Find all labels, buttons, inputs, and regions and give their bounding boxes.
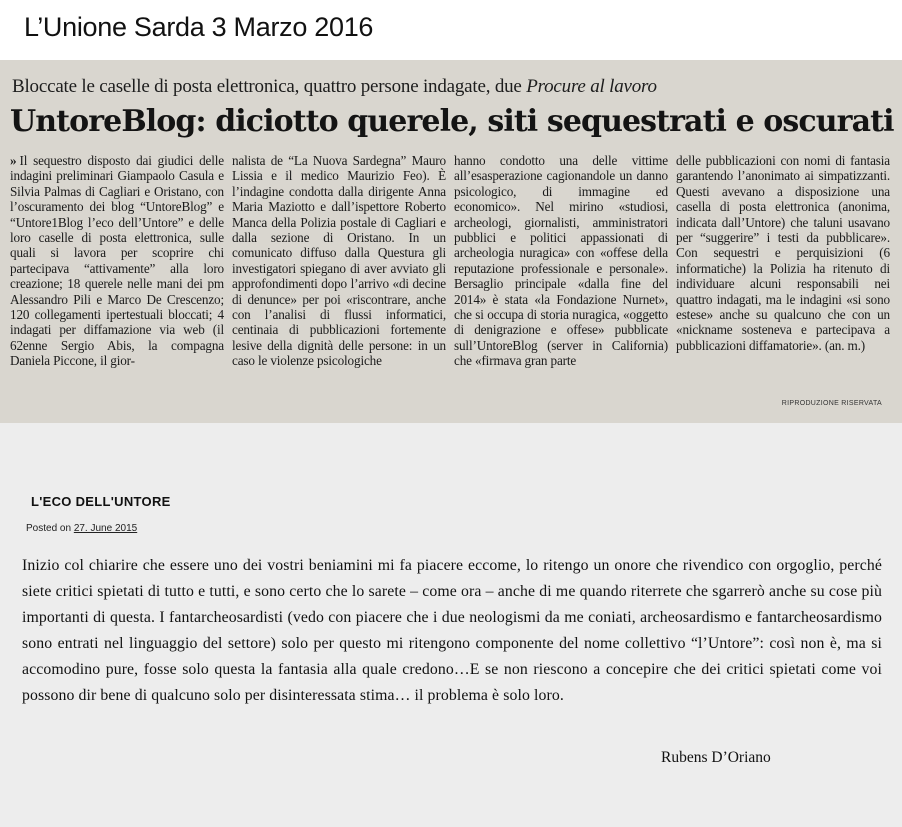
reproduction-credit: RIPRODUZIONE RISERVATA bbox=[781, 400, 882, 407]
article-column-2: nalista de “La Nuova Sardegna” Mauro Lissia e il medico Maurizio Feo). È l’indagine condotta dalla dirigente Anna Maria Maziotto e dall’ispettore Roberto Manca della Polizia postale di Cagliari e dalla sezione di Oristano. In un comunicato diffuso dalla Questura gli investigatori spiegano di aver avviato gli approfondimenti dopo l’arrivo «di decine di denunce» per poi «riscontrare, anche con l’analisi di flussi informatici, centinaia di pubblicazioni fortemente lesive della dignità delle persone: in un caso le violenze psicologiche bbox=[232, 153, 446, 369]
post-date-link[interactable]: 27. June 2015 bbox=[73, 523, 138, 534]
kicker-text: Bloccate le caselle di posta elettronica, quattro persone indagate, due bbox=[12, 76, 527, 97]
page-header bbox=[0, 0, 902, 60]
article-column-3: hanno condotto una delle vittime all’esasperazione cagionandole un danno psicologico, di immagine ed economico». Nel mirino «studiosi, archeologi, giornalisti, amministratori pubblici e politici appassionati di archeologia nuragica» con «offese della reputazione professionale e personale». Bersaglio principale «dalla fine del 2014» è stata «la Fondazione Nurnet», che si occupa di storia nuragica, «oggetto di denigrazione e offese» pubblicate sull’UntoreBlog (server in California) che «firmava gran parte bbox=[454, 153, 668, 369]
post-title: L'ECO DELL'UNTORE bbox=[31, 494, 171, 509]
post-meta bbox=[26, 523, 137, 534]
arrow-marker-icon: » bbox=[10, 153, 17, 168]
page-title: L’Unione Sarda 3 Marzo 2016 bbox=[24, 12, 374, 42]
posted-on-label: Posted on bbox=[26, 523, 74, 534]
clipping-kicker bbox=[12, 76, 892, 98]
newspaper-clipping bbox=[0, 60, 902, 423]
kicker-italic-text: Procure al lavoro bbox=[526, 76, 657, 97]
column-1-text: Il sequestro disposto dai giudici delle indagini preliminari Giampaolo Casula e Silvia Palmas di Cagliari e Oristano, con l’oscuramento dei blog “UntoreBlog” e “Untore1Blog l’eco dell’Untore” e delle loro caselle di posta elettronica, sulle quali si lavora per scoprire chi partecipava “attivamente” alla loro creazione; 18 querele nelle mani dei pm Alessandro Pili e Marco De Crescenzo; 120 collegamenti ipertestuali bloccati; 4 indagati per diffamazione via web (il 62enne Sergio Abis, la compagna Daniela Piccone, il gior- bbox=[10, 153, 224, 369]
article-column-1 bbox=[10, 153, 224, 415]
post-body: Inizio col chiarire che essere uno dei vostri beniamini mi fa piacere eccome, lo ritengo un onore che rivendico con orgoglio, perché siete critici spietati di tutto e tutti, e sono certo che lo sarete – come ora – anche di me quando riterrete che sgarrerò anche su cose più importanti di questa. I fantarcheosardisti (vedo con piacere che i due neologismi da me coniati, archeosardismo e fantarcheosardismo sono entrati nel linguaggio del settore) solo per questo mi ritengono componente del nome collettivo “l’Untore”: così non è, ma si accomodino pure, fosse solo questa la fantasia alla quale credono…E se non riescono a concepire che dei critici spietati come voi possono dir bene di qualcuno solo per disinteressata stima… il problema è solo loro. bbox=[22, 557, 882, 704]
article-columns bbox=[10, 153, 890, 415]
post-signature: Rubens D’Oriano bbox=[661, 749, 771, 766]
clipping-headline: UntoreBlog: diciotto querele, siti sequestrati e oscurati bbox=[10, 104, 894, 139]
article-column-4: delle pubblicazioni con nomi di fantasia garantendo l’anonimato ai simpatizzanti. Questi avevano a disposizione una casella di posta elettronica (anonima, indicata dall’Untore) che taluni usavano per “suggerire” i testi da pubblicare». Con sequestri e perquisizioni (6 informatiche) la Polizia ha ritenuto di individuare alcuni responsabili nei quattro indagati, ma le indagini «si sono estese» anche su qualcuno che con un «nickname sosteneva e partecipava a pubblicazioni diffamatorie». (an. m.) bbox=[676, 153, 890, 353]
